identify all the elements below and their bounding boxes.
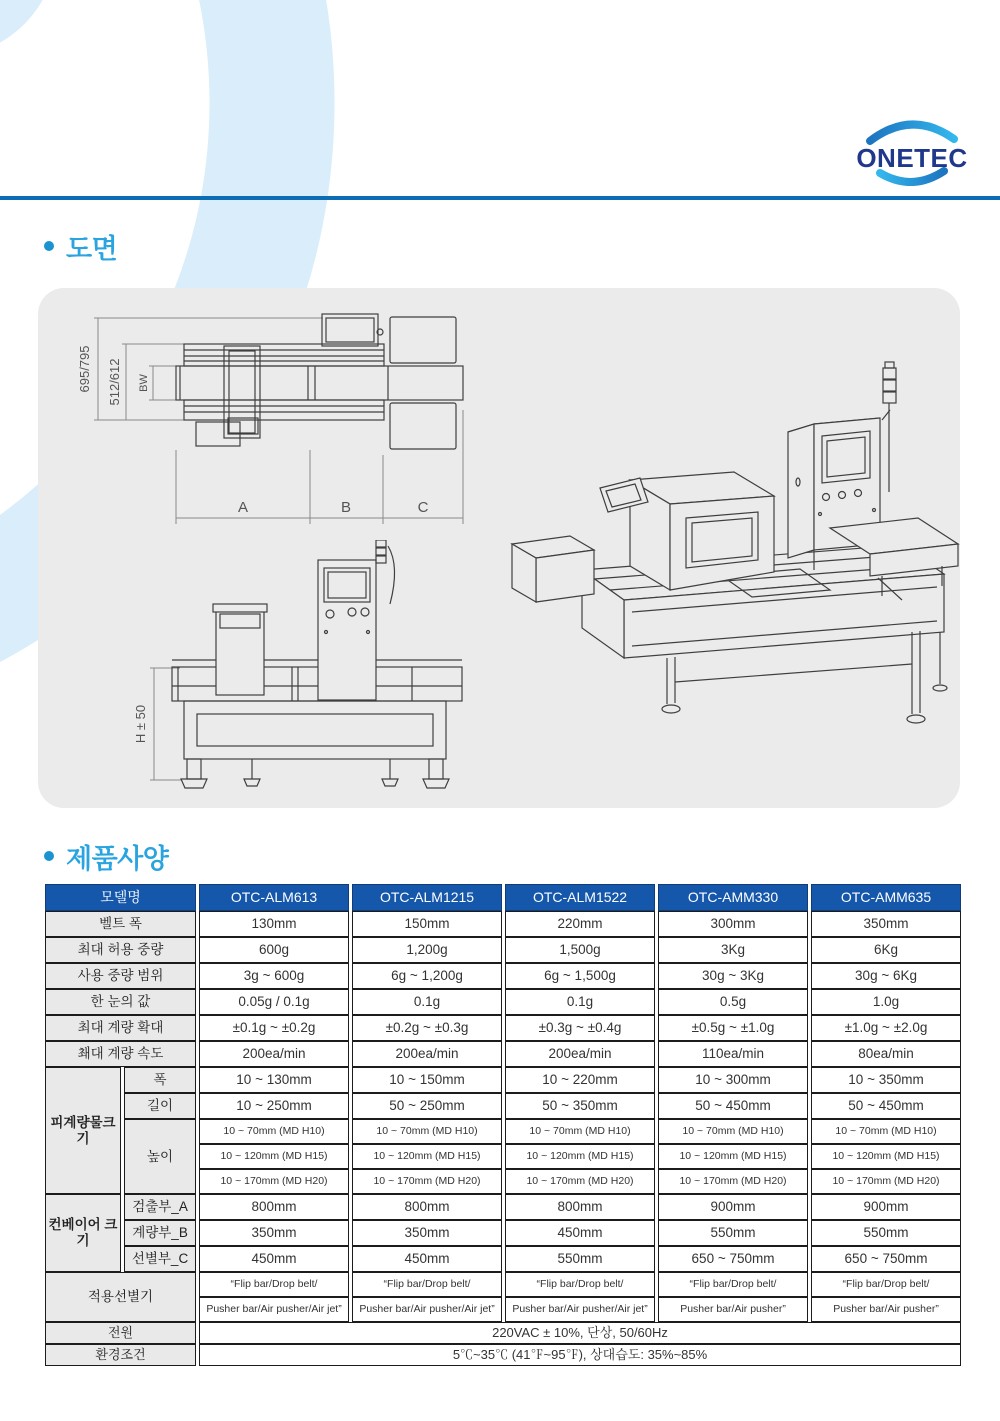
logo-text: ONETEC (856, 143, 968, 173)
group-label-object-size: 피계량물크기 (45, 1067, 121, 1194)
row-label: 최대 계량 확대 (45, 1015, 196, 1041)
spec-value: 110ea/min (658, 1041, 808, 1067)
spec-value: 350mm (199, 1220, 349, 1246)
spec-value: ±0.2g ~ ±0.3g (352, 1015, 502, 1041)
spec-value: 50 ~ 450mm (658, 1093, 808, 1119)
spec-row (45, 1119, 961, 1144)
spec-value: 10 ~ 170mm (MD H20) (658, 1169, 808, 1194)
spec-value: 300mm (658, 911, 808, 937)
spec-value: ±0.1g ~ ±0.2g (199, 1015, 349, 1041)
spec-value: 3Kg (658, 937, 808, 963)
section-bullet-icon (44, 241, 54, 251)
spec-value: 10 ~ 70mm (MD H10) (505, 1119, 655, 1144)
spec-value: 800mm (352, 1194, 502, 1220)
spec-row (45, 911, 961, 937)
header-model: OTC-ALM613 (199, 884, 349, 911)
spec-value: 6g ~ 1,500g (505, 963, 655, 989)
spec-value: 800mm (505, 1194, 655, 1220)
dim-h-label: H ± 50 (133, 704, 148, 744)
spec-row (45, 1220, 961, 1246)
spec-value: 550mm (811, 1220, 961, 1246)
dim-a-label: A (237, 499, 249, 516)
spec-value: “Flip bar/Drop belt/ (658, 1272, 808, 1297)
spec-row (45, 1093, 961, 1119)
spec-value: 10 ~ 70mm (MD H10) (811, 1119, 961, 1144)
spec-row (45, 1067, 961, 1093)
spec-value: 650 ~ 750mm (658, 1246, 808, 1272)
spec-value: 10 ~ 120mm (MD H15) (658, 1144, 808, 1169)
spec-value: 30g ~ 6Kg (811, 963, 961, 989)
onetec-logo (850, 114, 974, 186)
group-label-conveyor: 컨베이어 크기 (45, 1194, 121, 1272)
spec-row (45, 1015, 961, 1041)
spec-value: 10 ~ 120mm (MD H15) (811, 1144, 961, 1169)
row-label: 사용 중량 범위 (45, 963, 196, 989)
isometric-view-drawing (482, 332, 960, 762)
spec-value: 10 ~ 170mm (MD H20) (505, 1169, 655, 1194)
row-label: 검출부_A (124, 1194, 196, 1220)
spec-row (45, 1041, 961, 1067)
spec-value: 200ea/min (505, 1041, 655, 1067)
environment-value: 5℃~35℃ (41℉~95℉), 상대습도: 35%~85% (199, 1344, 961, 1366)
spec-value: 10 ~ 130mm (199, 1067, 349, 1093)
dim-outer-label: 695/795 (77, 345, 92, 393)
spec-value: 600g (199, 937, 349, 963)
spec-value: 650 ~ 750mm (811, 1246, 961, 1272)
dim-c-label: C (417, 499, 429, 516)
spec-value: “Flip bar/Drop belt/ (811, 1272, 961, 1297)
spec-value: 6Kg (811, 937, 961, 963)
spec-row (45, 937, 961, 963)
row-label: 최대 허용 중량 (45, 937, 196, 963)
spec-value: 350mm (811, 911, 961, 937)
spec-value: Pusher bar/Air pusher/Air jet” (505, 1297, 655, 1322)
header-model: OTC-AMM635 (811, 884, 961, 911)
spec-table (42, 884, 964, 1366)
spec-value: 800mm (199, 1194, 349, 1220)
section-title-spec: 제품사양 (66, 844, 169, 874)
row-label: 한 눈의 값 (45, 989, 196, 1015)
power-value: 220VAC ± 10%, 단상, 50/60Hz (199, 1322, 961, 1344)
row-label-environment: 환경조건 (45, 1344, 196, 1366)
section-bullet-icon (44, 851, 54, 861)
spec-header-row (45, 884, 961, 911)
header-model: OTC-AMM330 (658, 884, 808, 911)
header-model: OTC-ALM1522 (505, 884, 655, 911)
spec-value: 10 ~ 170mm (MD H20) (811, 1169, 961, 1194)
spec-value: “Flip bar/Drop belt/ (505, 1272, 655, 1297)
spec-value: “Flip bar/Drop belt/ (199, 1272, 349, 1297)
spec-value: 10 ~ 70mm (MD H10) (658, 1119, 808, 1144)
spec-value: Pusher bar/Air pusher” (811, 1297, 961, 1322)
spec-row (45, 1246, 961, 1272)
spec-value: 0.1g (505, 989, 655, 1015)
spec-value: 10 ~ 170mm (MD H20) (199, 1169, 349, 1194)
spec-value: “Flip bar/Drop belt/ (352, 1272, 502, 1297)
front-view-drawing (60, 540, 480, 805)
spec-value: 1,200g (352, 937, 502, 963)
spec-value: 550mm (505, 1246, 655, 1272)
spec-value: 80ea/min (811, 1041, 961, 1067)
spec-value: 150mm (352, 911, 502, 937)
row-label: 폭 (124, 1067, 196, 1093)
spec-value: 10 ~ 120mm (MD H15) (352, 1144, 502, 1169)
spec-value: 1,500g (505, 937, 655, 963)
header-model-label: 모델명 (45, 884, 196, 911)
spec-value: 10 ~ 120mm (MD H15) (505, 1144, 655, 1169)
header-model: OTC-ALM1215 (352, 884, 502, 911)
spec-value: ±1.0g ~ ±2.0g (811, 1015, 961, 1041)
row-label: 벨트 폭 (45, 911, 196, 937)
dim-inner-label: 512/612 (107, 358, 122, 406)
spec-value: 10 ~ 300mm (658, 1067, 808, 1093)
spec-value: 0.5g (658, 989, 808, 1015)
spec-value: 130mm (199, 911, 349, 937)
spec-value: 450mm (199, 1246, 349, 1272)
spec-value: 6g ~ 1,200g (352, 963, 502, 989)
spec-value: 450mm (505, 1220, 655, 1246)
dim-bw-label: BW (138, 374, 150, 392)
spec-value: 10 ~ 150mm (352, 1067, 502, 1093)
spec-value: 1.0g (811, 989, 961, 1015)
spec-value: 0.1g (352, 989, 502, 1015)
spec-value: 10 ~ 170mm (MD H20) (352, 1169, 502, 1194)
logo-top-arc (870, 124, 954, 141)
spec-row (45, 963, 961, 989)
spec-value: ±0.5g ~ ±1.0g (658, 1015, 808, 1041)
spec-value: Pusher bar/Air pusher” (658, 1297, 808, 1322)
spec-value: 10 ~ 70mm (MD H10) (352, 1119, 502, 1144)
spec-value: 450mm (352, 1246, 502, 1272)
spec-value: 220mm (505, 911, 655, 937)
spec-value: 10 ~ 350mm (811, 1067, 961, 1093)
spec-value: 900mm (658, 1194, 808, 1220)
spec-value: 0.05g / 0.1g (199, 989, 349, 1015)
row-label: 계량부_B (124, 1220, 196, 1246)
dim-b-label: B (340, 499, 352, 516)
top-view-drawing (58, 300, 478, 540)
row-label-sorter: 적용선별기 (45, 1272, 196, 1322)
spec-value: 200ea/min (352, 1041, 502, 1067)
row-label: 길이 (124, 1093, 196, 1119)
spec-value: Pusher bar/Air pusher/Air jet” (199, 1297, 349, 1322)
row-label-height: 높이 (124, 1119, 196, 1194)
row-label-power: 전원 (45, 1322, 196, 1344)
spec-row (45, 1322, 961, 1344)
spec-row (45, 1344, 961, 1366)
spec-value: 30g ~ 3Kg (658, 963, 808, 989)
spec-value: 10 ~ 250mm (199, 1093, 349, 1119)
spec-value: Pusher bar/Air pusher/Air jet” (352, 1297, 502, 1322)
spec-value: 10 ~ 220mm (505, 1067, 655, 1093)
spec-row (45, 989, 961, 1015)
spec-value: 10 ~ 120mm (MD H15) (199, 1144, 349, 1169)
header-rule (0, 196, 1000, 200)
spec-value: 900mm (811, 1194, 961, 1220)
spec-value: 50 ~ 250mm (352, 1093, 502, 1119)
spec-value: 10 ~ 70mm (MD H10) (199, 1119, 349, 1144)
spec-value: 200ea/min (199, 1041, 349, 1067)
section-title-drawing: 도면 (66, 234, 118, 264)
spec-value: ±0.3g ~ ±0.4g (505, 1015, 655, 1041)
spec-value: 50 ~ 450mm (811, 1093, 961, 1119)
row-label: 쵀대 계량 속도 (45, 1041, 196, 1067)
spec-row (45, 1272, 961, 1297)
row-label: 선별부_C (124, 1246, 196, 1272)
spec-value: 550mm (658, 1220, 808, 1246)
spec-value: 50 ~ 350mm (505, 1093, 655, 1119)
spec-value: 3g ~ 600g (199, 963, 349, 989)
spec-row (45, 1194, 961, 1220)
spec-value: 350mm (352, 1220, 502, 1246)
